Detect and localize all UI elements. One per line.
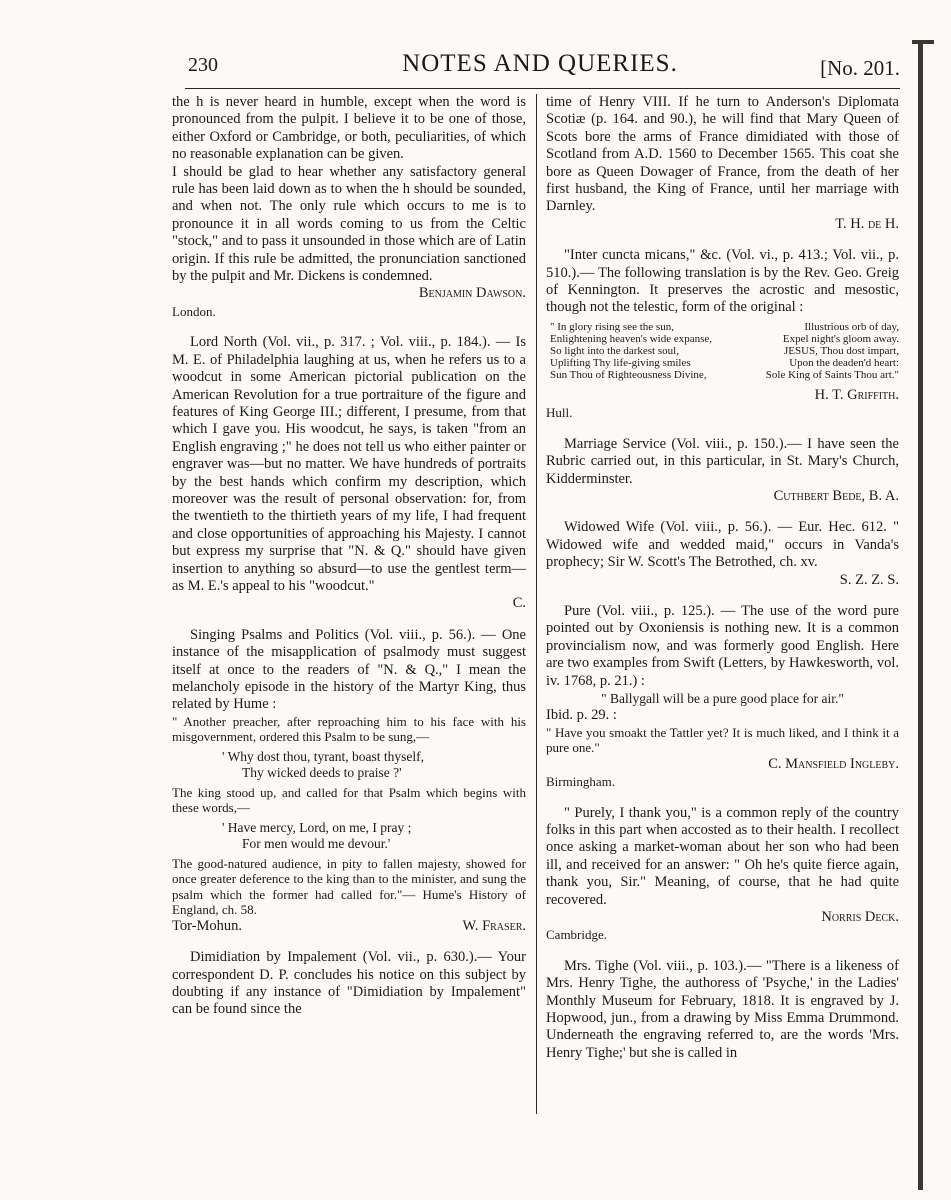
article-mrs-tighe: Mrs. Tighe (Vol. viii., p. 103.).— "There is a likeness of Mrs. Henry Tighe, the authoress of 'Psyche,' in the Ladies' Monthly Museum for February, 1818. It is engraved by J. Hopwood, jun., from a drawing by Miss Emma Drummond. Underneath the engraving referred to, are the words 'Mrs. Henry Tighe;' but she is called in	[546, 957, 899, 1061]
article-singing-psalms: Singing Psalms and Politics (Vol. viii., p. 56.). — One instance of the misapplication of psalmody must suggest itself at once to the readers of "N. & Q.," I mean the melancholy episode in the history of the Martyr King, thus related by Hume :	[172, 626, 526, 713]
verse-line: ' Have mercy, Lord, on me, I pray ;	[222, 819, 412, 835]
journal-title: NOTES AND QUERIES.	[402, 50, 678, 77]
verse-line: Sun Thou of Righteousness Divine,	[550, 368, 707, 381]
signature: Benjamin Dawson.	[418, 285, 526, 302]
signature: T. H. de H.	[835, 215, 899, 232]
verse-line: Uplifting Thy life-giving smiles	[550, 356, 691, 369]
verse-line: Enlightening heaven's wide expanse,	[550, 332, 713, 345]
place-name: London.	[172, 303, 216, 319]
right-column	[546, 94, 899, 1062]
quotation: " Have you smoakt the Tattler yet? It is much liked, and I think it a pure one."	[546, 724, 899, 756]
signature: C.	[512, 595, 526, 612]
article-dimidiation: Dimidiation by Impalement (Vol. vii., p. 630.).— Your correspondent D. P. concludes his notice on this subject by doubting if any instance of "Dimidiation by Impalement" can be found since the	[172, 949, 526, 1018]
verse	[222, 820, 526, 852]
left-column	[172, 94, 526, 1019]
quotation: " Ballygall will be a pure good place for air."	[601, 690, 844, 706]
signature: S. Z. Z. S.	[839, 571, 899, 588]
verse-line: Illustrious orb of day,	[804, 320, 899, 333]
article-pure: Pure (Vol. viii., p. 125.). — The use of the word pure pointed out by Oxoniensis is nothing new. It is a common provincialism now, and was formerly good English. Here are two examples from Swift (Letters, by Hawkesworth, vol. iv. 1768, p. 21.) :	[546, 602, 899, 689]
verse-line: Expel night's gloom away.	[782, 332, 899, 345]
verse-line: Upon the deaden'd heart:	[789, 356, 899, 369]
paragraph: time of Henry VIII. If he turn to Anderson's Diplomata Scotiæ (p. 164. and 90.), he will find that Mary Queen of Scots bore the arms of France dimidiated with those of Scotland from A.D. 1560 to December 1565. This coat she bore as Queen Dowager of France, from the death of her first husband, the King of France, until her marriage with Darnley.	[546, 94, 899, 215]
quotation: The king stood up, and called for that Psalm which begins with these words,—	[172, 784, 526, 816]
column-divider	[536, 94, 537, 1114]
quotation: The good-natured audience, in pity to fallen majesty, showed for once greater deference to the king than to the minister, and sung the psalm which the former had called for."— Hume's History of England, ch. 58.	[172, 855, 526, 918]
verse-line: Sole King of Saints Thou art."	[765, 368, 899, 381]
signature: Cuthbert Bede, B. A.	[773, 487, 899, 504]
page-header	[180, 44, 900, 82]
article-widowed-wife: Widowed Wife (Vol. viii., p. 56.). — Eur. Hec. 612. " Widowed wife and wedded maid," occurs in Vanda's prophecy; Sir W. Scott's The Betrothed, ch. xv.	[546, 519, 899, 571]
signature: W. Fraser.	[462, 917, 526, 934]
header-rule	[185, 88, 900, 89]
binding-edge	[918, 40, 923, 1190]
place-name: Cambridge.	[546, 927, 608, 943]
page-number: 230	[188, 54, 218, 76]
place-name: Tor-Mohun.	[172, 917, 242, 934]
paragraph: I should be glad to hear whether any satisfactory general rule has been laid down as to when the h should be sounded, and when not. The only rule which occurs to me is to pronounce it in all words coming to us from the Celtic "stock," and to pass it unsounded in those which are of Latin origin. If this rule be admitted, the pronunciation sanctioned by the pulpit and Mr. Dickens is condemned.	[172, 163, 526, 285]
signature: C. Mansfield Ingleby.	[768, 755, 899, 772]
acrostic-verse	[550, 321, 899, 381]
article-lord-north: Lord North (Vol. vii., p. 317. ; Vol. viii., p. 184.). — Is M. E. of Philadelphia laughing at us, when he refers us to a woodcut in some American pictorial publication on the American Revolution for a true portraiture of the figure and features of King George III.; different, I presume, from that which I gave you. His woodcut, he says, is taken "from an English engraving ;" he does not tell us who either painter or engraver was—but no matter. We have hundreds of portraits by the best hands which confirm my description, which moreover was the result of personal observation: for, from the twentieth to the thirtieth years of my life, I had frequent and close opportunities of approaching his Majesty. I cannot but express my surprise that "N. & Q." should have given insertion to anything so absurd—to use the gentlest term—as M. E.'s appeal to his "woodcut."	[172, 334, 526, 594]
paragraph: the h is never heard in humble, except when the word is pronounced from the pulpit. I believe it to be one of those, either Oxford or Cambridge, or both, peculiarities, of which no reasonable explanation can be given.	[172, 94, 526, 163]
verse-line: JESUS, Thou dost impart,	[783, 344, 899, 357]
verse	[222, 749, 526, 781]
verse-line: So light into the darkest soul,	[550, 344, 679, 357]
binding-edge-cap	[912, 40, 934, 44]
issue-number: [No. 201.	[820, 56, 900, 80]
quotation: " Another preacher, after reproaching him to his face with his misgovernment, ordered this Psalm to be sung,—	[172, 713, 526, 745]
verse-line: Thy wicked deeds to praise ?'	[242, 764, 402, 780]
paragraph: " Purely, I thank you," is a common reply of the country folks in this part when accosted as to their health. I recollect once asking a market-woman about her son who had been ill, and received for an answer: " Oh he's quite fierce again, thank you, Sir." Meaning, of course, that he had quite recovered.	[546, 804, 899, 908]
signature: Norris Deck.	[821, 909, 899, 926]
verse-line: ' Why dost thou, tyrant, boast thyself,	[222, 748, 425, 764]
quotation-reference: Ibid. p. 29. :	[546, 707, 617, 724]
article-inter-cuncta: "Inter cuncta micans," &c. (Vol. vi., p. 413.; Vol. vii., p. 510.).— The following translation is by the Rev. Geo. Greig of Kennington. It preserves the acrostic and mesostic, though not the telestic, form of the original :	[546, 247, 899, 316]
signature: H. T. Griffith.	[814, 386, 899, 403]
place-name: Birmingham.	[546, 774, 615, 790]
article-marriage-service: Marriage Service (Vol. viii., p. 150.).— I have seen the Rubric carried out, in this particular, in St. Mary's Church, Kidderminster.	[546, 435, 899, 487]
verse-line: " In glory rising see the sun,	[550, 320, 674, 333]
place-name: Hull.	[546, 405, 573, 421]
signature-line	[172, 918, 526, 935]
verse-line: For men would me devour.'	[242, 835, 391, 851]
